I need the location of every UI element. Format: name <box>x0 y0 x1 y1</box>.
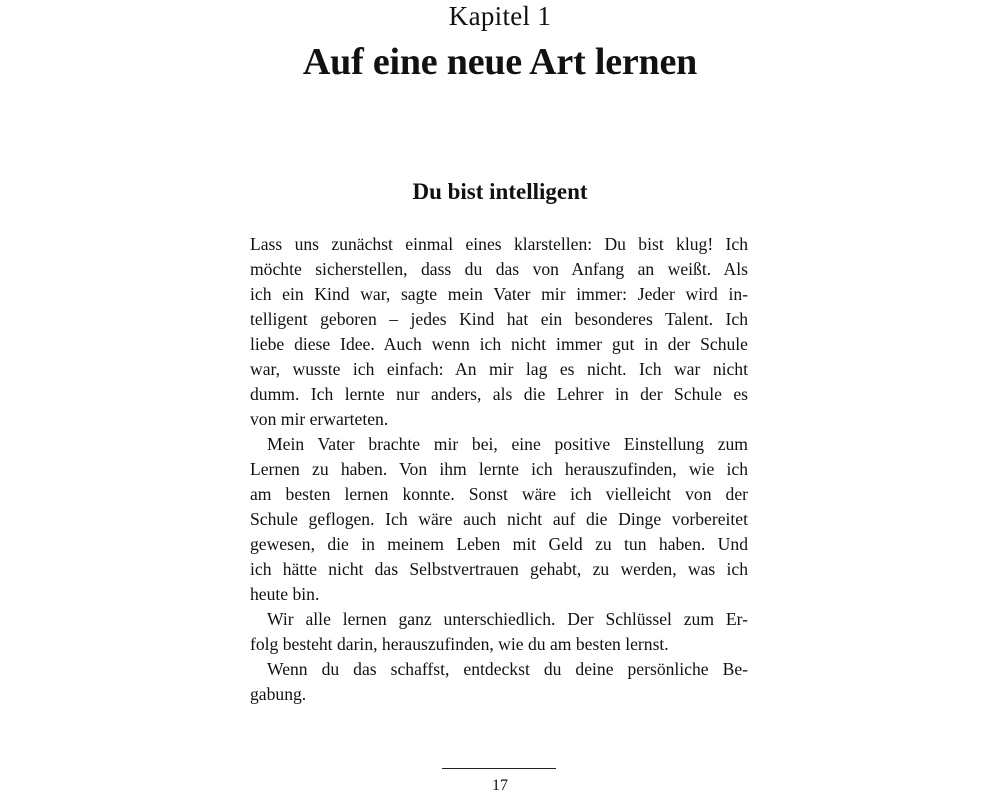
text-line: war, wusste ich einfach: An mir lag es nicht. Ich war nicht <box>250 359 748 379</box>
text-line: Schule geflogen. Ich wäre auch nicht auf die Dinge vorbereitet <box>250 509 748 529</box>
text-line: dumm. Ich lernte nur anders, als die Lehrer in der Schule es <box>250 384 748 404</box>
text-line: folg besteht darin, herauszufinden, wie du am besten lernst. <box>250 634 669 654</box>
text-line: Lernen zu haben. Von ihm lernte ich herauszufinden, wie ich <box>250 459 748 479</box>
text-line: von mir erwarteten. <box>250 409 389 429</box>
text-line: am besten lernen konnte. Sonst wäre ich vielleicht von der <box>250 484 748 504</box>
text-line: telligent geboren – jedes Kind hat ein besonderes Talent. Ich <box>250 309 748 329</box>
text-line: liebe diese Idee. Auch wenn ich nicht immer gut in der Schule <box>250 334 748 354</box>
paragraph-1 <box>250 232 748 432</box>
text-line: gabung. <box>250 684 307 704</box>
paragraph-3 <box>250 607 748 657</box>
text-line: Lass uns zunächst einmal eines klarstellen: Du bist klug! Ich <box>250 234 748 254</box>
chapter-title: Auf eine neue Art lernen <box>302 41 698 83</box>
chapter-label: Kapitel 1 <box>448 1 552 31</box>
footer-rule <box>442 768 556 769</box>
text-line: Wenn du das schaffst, entdeckst du deine persönliche Be- <box>267 659 748 679</box>
paragraph-2 <box>250 432 748 607</box>
text-line: möchte sicherstellen, dass du das von Anfang an weißt. Als <box>250 259 748 279</box>
paragraph-4 <box>250 657 748 707</box>
page-number: 17 <box>492 777 508 794</box>
body-text <box>250 232 748 707</box>
text-line: ich hätte nicht das Selbstvertrauen gehabt, zu werden, was ich <box>250 559 748 579</box>
text-line: ich ein Kind war, sagte mein Vater mir immer: Jeder wird in- <box>250 284 748 304</box>
text-line: Wir alle lernen ganz unterschiedlich. Der Schlüssel zum Er- <box>267 609 748 629</box>
text-line: gewesen, die in meinem Leben mit Geld zu tun haben. Und <box>250 534 748 554</box>
text-line: heute bin. <box>250 584 320 604</box>
text-line: Mein Vater brachte mir bei, eine positive Einstellung zum <box>267 434 748 454</box>
section-heading: Du bist intelligent <box>412 179 588 204</box>
